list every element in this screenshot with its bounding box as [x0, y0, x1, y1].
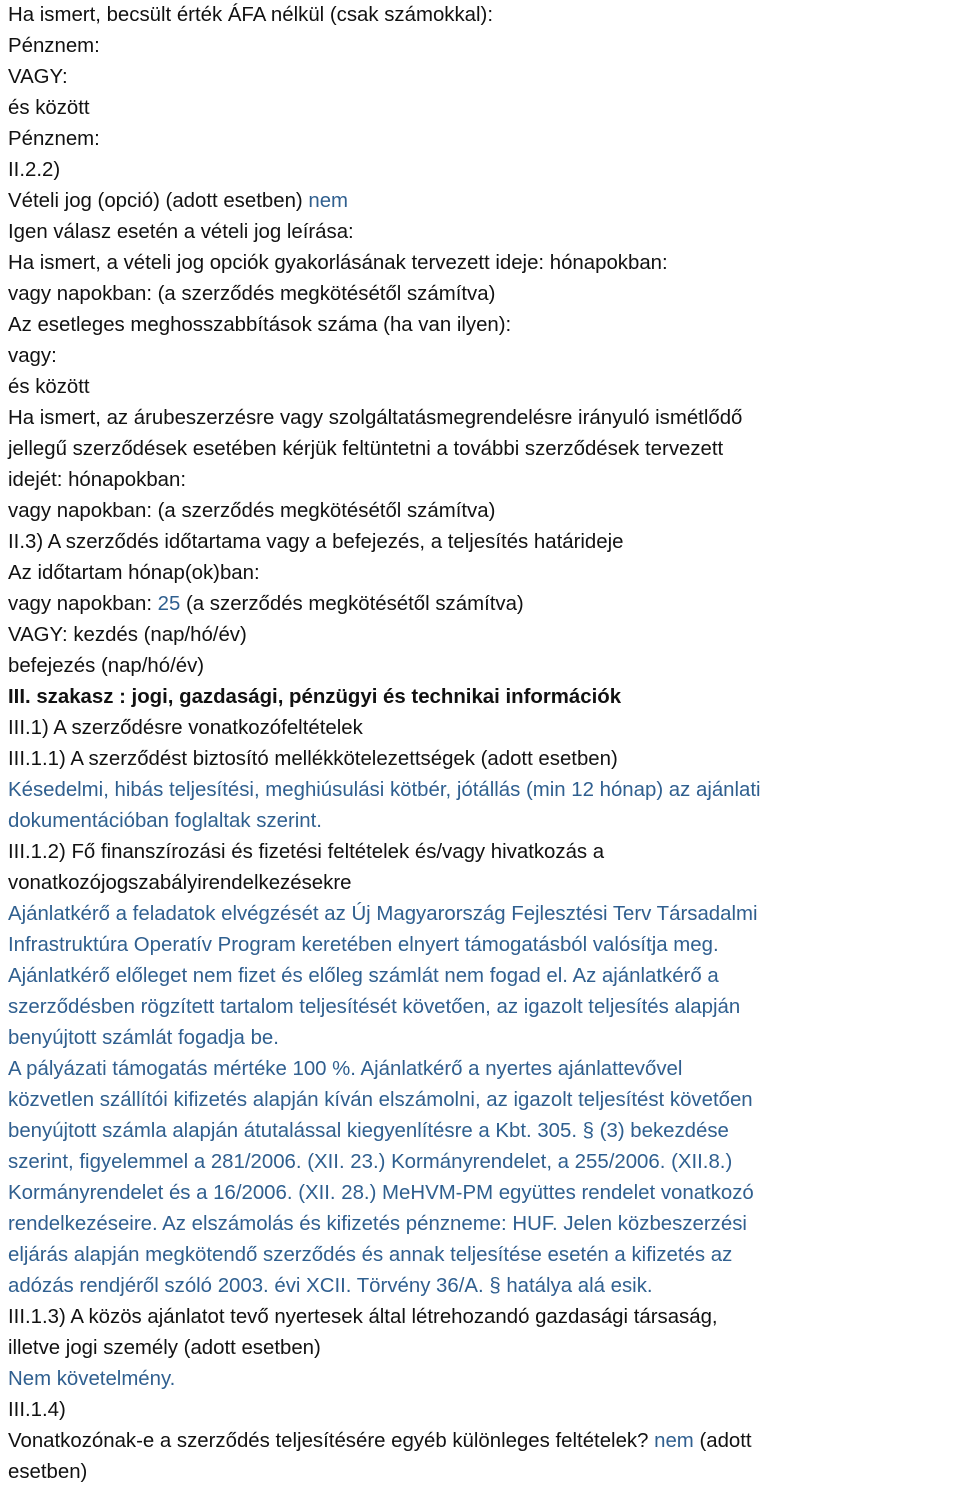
start-date-label: VAGY: kezdés (nap/hó/év)	[8, 624, 247, 646]
section-heading-iii-1-3: III.1.3) A közös ajánlatot tevő nyertesek által létrehozandó gazdasági társaság,	[8, 1306, 718, 1328]
option-line	[8, 186, 960, 217]
section-heading-iii-1: III.1) A szerződésre vonatkozófeltételek	[8, 717, 363, 739]
option-description-label: Igen válasz esetén a vételi jog leírása:	[8, 221, 354, 243]
days-label-2: vagy napokban: (a szerződés megkötésétől számítva)	[8, 500, 496, 522]
duration-days-line	[8, 589, 960, 620]
estimated-value-label: Ha ismert, becsült érték ÁFA nélkül (csak számokkal):	[8, 4, 494, 26]
extensions-label: Az esetleges meghosszabbítások száma (ha van ilyen):	[8, 314, 512, 336]
section-heading-iii: III. szakasz : jogi, gazdasági, pénzügyi és technikai információk	[8, 686, 622, 708]
section-heading-iii-1-3-cont: illetve jogi személy (adott esetben)	[8, 1337, 321, 1359]
option-label: Vételi jog (opció) (adott esetben)	[8, 190, 309, 212]
special-conditions-label: Vonatkozónak-e a szerződés teljesítésére egyéb különleges feltételek?	[8, 1430, 655, 1452]
special-conditions-value: nem	[654, 1430, 694, 1452]
special-conditions-suffix: (adott	[693, 1430, 752, 1452]
financing-text-3: Ajánlatkérő előleget nem fizet és előleg számlát nem fogad el. Az ajánlatkérő a	[8, 965, 719, 987]
special-conditions-line	[8, 1426, 960, 1457]
currency-label: Pénznem:	[8, 35, 100, 57]
financing-text-6: A pályázati támogatás mértéke 100 %. Ajánlatkérő a nyertes ajánlattevővel	[8, 1058, 683, 1080]
financing-text-2: Infrastruktúra Operatív Program keretében elnyert támogatásból valósítja meg.	[8, 934, 719, 956]
financing-text-13: adózás rendjéről szóló 2003. évi XCII. Törvény 36/A. § hatálya alá esik.	[8, 1275, 653, 1297]
financing-text-9: szerint, figyelemmel a 281/2006. (XII. 23.) Kormányrendelet, a 255/2006. (XII.8.)	[8, 1151, 733, 1173]
days-label: vagy napokban: (a szerződés megkötésétől számítva)	[8, 283, 496, 305]
financing-text-12: eljárás alapján megkötendő szerződés és annak teljesítése esetén a kifizetés az	[8, 1244, 733, 1266]
range-label-2: és között	[8, 376, 90, 398]
section-heading-iii-1-2-cont: vonatkozójogszabályirendelkezésekre	[8, 872, 352, 894]
financing-text-1: Ajánlatkérő a feladatok elvégzését az Új Magyarország Fejlesztési Terv Társadalmi	[8, 903, 758, 925]
section-heading-ii-2-2: II.2.2)	[8, 159, 61, 181]
option-schedule-label: Ha ismert, a vételi jog opciók gyakorlásának tervezett ideje: hónapokban:	[8, 252, 668, 274]
duration-days-value: 25	[157, 593, 181, 615]
financing-text-8: benyújtott számla alapján átutalással kiegyenlítésre a Kbt. 305. § (3) bekezdése	[8, 1120, 729, 1142]
guarantees-text-2: dokumentációban foglaltak szerint.	[8, 810, 322, 832]
duration-days-suffix: (a szerződés megkötésétől számítva)	[180, 593, 524, 615]
currency-label-2: Pénznem:	[8, 128, 100, 150]
or-label: VAGY:	[8, 66, 68, 88]
duration-days-label: vagy napokban:	[8, 593, 158, 615]
section-heading-iii-1-4: III.1.4)	[8, 1399, 66, 1421]
financing-text-4: szerződésben rögzített tartalom teljesítését követően, az igazolt teljesítés alapján	[8, 996, 741, 1018]
financing-text-11: rendelkezéseire. Az elszámolás és kifizetés pénzneme: HUF. Jelen közbeszerzési	[8, 1213, 747, 1235]
recurring-contracts-text-1: Ha ismert, az árubeszerzésre vagy szolgáltatásmegrendelésre irányuló ismétlődő	[8, 407, 743, 429]
guarantees-text-1: Késedelmi, hibás teljesítési, meghiúsulási kötbér, jótállás (min 12 hónap) az ajánlati	[8, 779, 761, 801]
joint-bid-answer: Nem követelmény.	[8, 1368, 176, 1390]
range-label: és között	[8, 97, 90, 119]
end-date-label: befejezés (nap/hó/év)	[8, 655, 205, 677]
financing-text-5: benyújtott számlát fogadja be.	[8, 1027, 279, 1049]
recurring-contracts-text-3: idejét: hónapokban:	[8, 469, 186, 491]
option-value: nem	[308, 190, 349, 212]
section-heading-ii-3: II.3) A szerződés időtartama vagy a befejezés, a teljesítés határideje	[8, 531, 624, 553]
section-heading-iii-1-2: III.1.2) Fő finanszírozási és fizetési feltételek és/vagy hivatkozás a	[8, 841, 605, 863]
section-heading-iii-1-1: III.1.1) A szerződést biztosító mellékkötelezettségek (adott esetben)	[8, 748, 618, 770]
duration-months-label: Az időtartam hónap(ok)ban:	[8, 562, 260, 584]
special-conditions-cont: esetben)	[8, 1461, 88, 1483]
financing-text-7: közvetlen szállítói kifizetés alapján kíván elszámolni, az igazolt teljesítést követően	[8, 1089, 753, 1111]
recurring-contracts-text-2: jellegű szerződések esetében kérjük feltüntetni a további szerződések tervezett	[8, 438, 724, 460]
or-label-2: vagy:	[8, 345, 57, 367]
financing-text-10: Kormányrendelet és a 16/2006. (XII. 28.) MeHVM-PM együttes rendelet vonatkozó	[8, 1182, 754, 1204]
